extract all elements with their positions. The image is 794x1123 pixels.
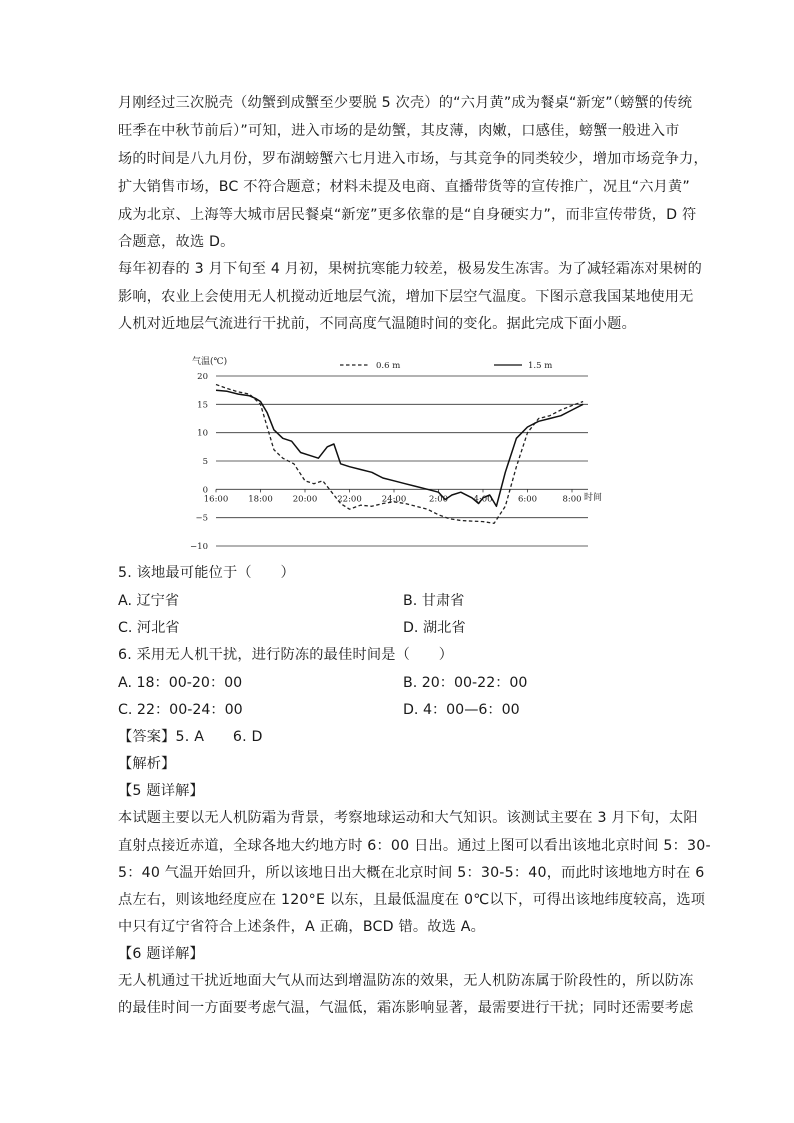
paragraph-line: 合题意，故选 D。 bbox=[118, 234, 235, 250]
y-tick-label: 0 bbox=[202, 485, 208, 496]
x-tick-label: 24:00 bbox=[381, 494, 407, 505]
series-line-1-5m bbox=[216, 390, 583, 506]
x-tick-label: 4:00 bbox=[473, 494, 493, 505]
q6-detail-line: 无人机通过干扰近地面大气从而达到增温防冻的效果，无人机防冻属于阶段性的，所以防冻 bbox=[118, 973, 694, 989]
q6-option-c[interactable]: C. 22：00-24：00 bbox=[118, 702, 243, 718]
y-tick-label: −5 bbox=[195, 513, 208, 524]
q6-option-b[interactable]: B. 20：00-22：00 bbox=[403, 675, 528, 691]
q5-detail-line: 点左右，则该地经度应在 120°E 以东，且最低温度在 0℃以下，可得出该地纬度较高，选项 bbox=[118, 892, 706, 908]
paragraph-line: 场的时间是八九月份，罗布湖螃蟹六七月进入市场，与其竞争的同类较少，增加市场竞争力， bbox=[118, 151, 708, 167]
x-tick-label: 6:00 bbox=[517, 494, 538, 505]
paragraph-line: 人机对近地层气流进行干扰前，不同高度气温随时间的变化。据此完成下面小题。 bbox=[118, 316, 636, 332]
analysis-heading: 【解析】 bbox=[118, 756, 176, 772]
y-tick-label: 10 bbox=[197, 428, 208, 439]
q5-detail-line: 直射点接近赤道，全球各地大约地方时 6：00 日出。通过上图可以看出该地北京时间 5：30- bbox=[118, 838, 711, 854]
paragraph-line: 影响，农业上会使用无人机搅动近地层气流，增加下层空气温度。下图示意我国某地使用无 bbox=[118, 289, 694, 305]
x-tick-label: 16:00 bbox=[203, 494, 229, 505]
x-tick-label: 2:00 bbox=[428, 494, 449, 505]
q5-detail-heading: 【5 题详解】 bbox=[118, 783, 204, 799]
q6-option-a[interactable]: A. 18：00-20：00 bbox=[118, 675, 243, 691]
q6-option-d[interactable]: D. 4：00—6：00 bbox=[403, 702, 520, 718]
x-tick-label: 20:00 bbox=[292, 494, 318, 505]
y-tick-label: 15 bbox=[197, 400, 208, 411]
x-tick-label: 8:00 bbox=[562, 494, 582, 505]
legend-label: 1.5 m bbox=[528, 361, 553, 371]
q5-option-b[interactable]: B. 甘肃省 bbox=[403, 593, 465, 609]
y-tick-label: 5 bbox=[202, 457, 208, 467]
temperature-chart bbox=[192, 352, 602, 552]
paragraph-line: 扩大销售市场，BC 不符合题意；材料未提及电商、直播带货等的宣传推广，况且“六月黄” bbox=[118, 179, 690, 195]
chart-svg bbox=[192, 352, 602, 552]
q6-detail-heading: 【6 题详解】 bbox=[118, 946, 204, 962]
paragraph-line: 旺季在中秋节前后）”可知，进入市场的是幼蟹，其皮薄，肉嫩，口感佳，螃蟹一般进入市 bbox=[118, 123, 680, 139]
q5-detail-line: 本试题主要以无人机防霜为背景，考察地球运动和大气知识。该测试主要在 3 月下旬，太阳 bbox=[118, 810, 698, 826]
y-axis-label: 气温(℃) bbox=[192, 357, 228, 367]
q6-detail-line: 的最佳时间一方面要考虑气温，气温低，霜冻影响显著，最需要进行干扰；同时还需要考虑 bbox=[118, 1000, 694, 1016]
legend-label: 0.6 m bbox=[376, 361, 401, 371]
answer-line: 【答案】5. A 6. D bbox=[118, 729, 263, 745]
q5-option-c[interactable]: C. 河北省 bbox=[118, 620, 180, 636]
x-tick-label: 18:00 bbox=[248, 494, 273, 505]
paragraph-line: 每年初春的 3 月下旬至 4 月初，果树抗寒能力较差，极易发生冻害。为了减轻霜冻对果树的 bbox=[118, 261, 703, 277]
y-tick-label: 20 bbox=[197, 372, 208, 382]
question-5-stem: 5. 该地最可能位于（ ） bbox=[118, 565, 295, 581]
q5-option-a[interactable]: A. 辽宁省 bbox=[118, 593, 180, 609]
paragraph-line: 成为北京、上海等大城市居民餐桌“新宠”更多依靠的是“自身硬实力”，而非宣传带货，D 符 bbox=[118, 207, 697, 223]
x-axis-label: 时间 bbox=[584, 493, 603, 503]
y-tick-label: −10 bbox=[190, 542, 208, 552]
paragraph-line: 月刚经过三次脱壳（幼蟹到成蟹至少要脱 5 次壳）的“六月黄”成为餐桌“新宠”（螃蟹的传统 bbox=[118, 95, 693, 111]
x-tick-label: 22:00 bbox=[337, 494, 362, 505]
q5-detail-line: 5：40 气温开始回升，所以该地日出大概在北京时间 5：30-5：40，而此时该地地方时在 6 bbox=[118, 865, 705, 881]
question-6-stem: 6. 采用无人机干扰，进行防冻的最佳时间是（ ） bbox=[118, 647, 454, 663]
q5-detail-line: 中只有辽宁省符合上述条件，A 正确，BCD 错。故选 A。 bbox=[118, 919, 485, 935]
q5-option-d[interactable]: D. 湖北省 bbox=[403, 620, 466, 636]
